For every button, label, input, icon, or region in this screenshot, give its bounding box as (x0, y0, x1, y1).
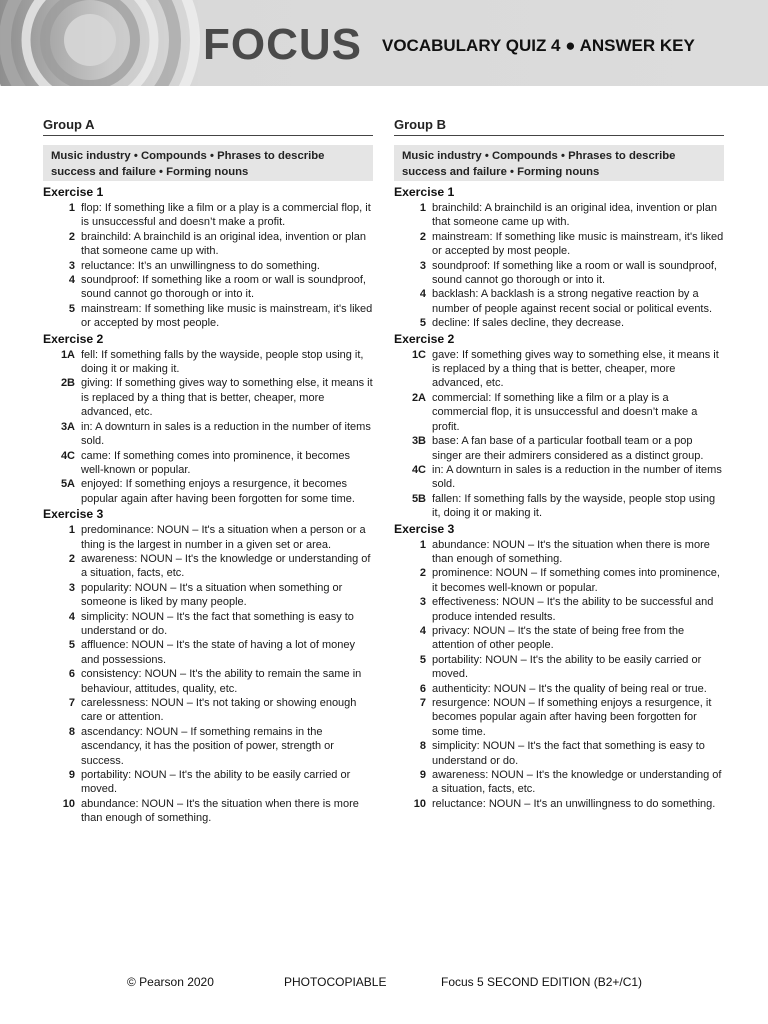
answer-item (394, 391, 724, 434)
answer-item (394, 682, 724, 696)
answer-item (394, 797, 724, 811)
answer-number: 7 (68, 697, 75, 709)
answer-text: fallen: If something falls by the wayside, people stop using it, doing it or making it. (432, 492, 716, 520)
exercise-title: Exercise 3 (43, 507, 104, 522)
answer-text: consistency: NOUN – It's the ability to remain the same in behaviour, attitudes, quality, etc. (81, 668, 362, 695)
answer-number: 10 (413, 797, 426, 810)
answer-text: simplicity: NOUN – It's the fact that something is easy to understand or do. (81, 610, 354, 637)
answer-number: 2A (411, 391, 426, 404)
answer-text: portability: NOUN – It's the ability to be easily carried or moved. (81, 769, 351, 796)
answer-item (394, 316, 724, 330)
group-b-column (394, 117, 724, 811)
answer-item (43, 449, 373, 478)
answer-text: abundance: NOUN – It's the situation when there is more than enough of something. (81, 797, 359, 825)
answer-number: 4 (419, 288, 426, 301)
answer-item (43, 725, 373, 768)
answer-text: soundproof: If something like a room or wall is soundproof, sound cannot go thorough or into it. (432, 259, 717, 287)
answer-item (43, 302, 373, 331)
answer-number: 5 (419, 653, 426, 666)
answer-item (394, 434, 724, 463)
answer-number: 3 (68, 581, 75, 594)
exercise-title: Exercise 3 (394, 521, 455, 536)
answer-number: 4 (419, 624, 426, 637)
answer-text: came: If something comes into prominence, it becomes well-known or popular. (81, 449, 351, 476)
answer-text: awareness: NOUN – It's the knowledge or understanding of a situation, facts, etc. (81, 552, 371, 580)
answer-number: 8 (68, 725, 75, 738)
answer-item (394, 538, 724, 567)
answer-item (43, 581, 373, 610)
answer-text: flop: If something like a film or a play is a commercial flop, it is unsuccessful and doesn’t make a profit. (81, 202, 371, 229)
answer-item (43, 610, 373, 639)
answer-text: awareness: NOUN – It's the knowledge or understanding of a situation, facts, etc. (432, 769, 722, 796)
answer-number: 9 (419, 769, 426, 782)
answer-number: 1A (60, 348, 75, 361)
answer-item (394, 595, 724, 624)
answer-text: in: A downturn in sales is a reduction in the number of items sold. (432, 463, 722, 491)
answer-item (394, 230, 724, 259)
focus-logo: FOCUS (203, 20, 362, 69)
answer-item (394, 287, 724, 316)
answer-text: simplicity: NOUN – It's the fact that something is easy to understand or do. (432, 740, 705, 767)
exercise-title: Exercise 1 (43, 185, 104, 199)
answer-item (43, 273, 373, 302)
answer-number: 5B (411, 492, 426, 505)
answer-item (43, 477, 373, 506)
answer-number: 1 (419, 538, 426, 551)
answer-number: 5A (60, 478, 75, 491)
answer-item (43, 259, 373, 273)
answer-text: reluctance: NOUN – It's an unwillingness to do something. (432, 797, 716, 810)
answer-number: 3A (60, 420, 75, 433)
topic-box: Music industry • Compounds • Phrases to describe success and failure • Forming nouns (394, 145, 724, 181)
answer-number: 9 (68, 769, 75, 782)
answer-text: fell: If something falls by the wayside, people stop using it, doing it or making it. (81, 348, 364, 376)
answer-text: popularity: NOUN – It's a situation when something or someone is liked by many people. (81, 581, 343, 609)
answer-number: 3B (411, 435, 426, 448)
answer-item (394, 739, 724, 768)
answer-number: 3 (419, 596, 426, 609)
answer-item (43, 768, 373, 797)
answer-text: ascendancy: NOUN – If something remains in the ascendancy, it has the position of power, strength or success. (81, 725, 334, 767)
answer-text: prominence: NOUN – If something comes into prominence, it becomes well-known or popular. (432, 567, 720, 594)
edition-label: Focus 5 SECOND EDITION (B2+/C1) (441, 975, 643, 989)
answer-number: 2B (60, 377, 75, 390)
answer-text: authenticity: NOUN – It's the quality of being real or true. (432, 682, 707, 695)
answer-text: portability: NOUN – It's the ability to be easily carried or moved. (432, 653, 702, 681)
answer-number: 6 (68, 668, 75, 681)
answer-text: base: A fan base of a particular football team or a pop singer are their admirers considered as a distinct group. (432, 435, 704, 462)
answer-item (394, 696, 724, 739)
answer-number: 2 (68, 552, 75, 565)
answer-text: brainchild: A brainchild is an original idea, invention or plan that someone came up with. (432, 202, 717, 229)
answer-number: 4C (411, 463, 426, 476)
answer-number: 1 (68, 524, 75, 537)
answer-item (43, 696, 373, 725)
answer-item (394, 768, 724, 797)
answer-number: 4C (60, 449, 75, 462)
answer-item (43, 667, 373, 696)
answer-text: decline: If sales decline, they decrease. (432, 317, 625, 330)
answer-text: mainstream: If something like music is mainstream, it's liked or accepted by most people. (81, 302, 373, 330)
answer-item (43, 420, 373, 449)
answer-number: 4 (68, 610, 75, 623)
answer-number: 4 (68, 274, 75, 287)
answer-number: 6 (419, 682, 426, 695)
topic-box: Music industry • Compounds • Phrases to describe success and failure • Forming nouns (43, 145, 373, 181)
answer-item (394, 566, 724, 595)
answer-number: 5 (419, 317, 426, 330)
answer-number: 1C (411, 348, 426, 361)
exercise-title: Exercise 2 (394, 331, 455, 346)
page-header (0, 0, 768, 86)
answer-text: mainstream: If something like music is mainstream, it's liked or accepted by most people. (432, 230, 724, 258)
answer-text: giving: If something gives way to something else, it means it is replaced by a thing that is better, cheaper, more advanced, etc. (81, 377, 373, 419)
answer-text: effectiveness: NOUN – It's the ability to be successful and produce intended results. (432, 596, 714, 623)
answer-number: 3 (419, 259, 426, 272)
answer-number: 5 (68, 302, 75, 315)
answer-text: affluence: NOUN – It's the state of having a lot of money and possessions. (81, 639, 355, 666)
focus-swirl-logo-graphic (0, 0, 220, 86)
answer-item (394, 463, 724, 492)
answer-text: abundance: NOUN – It's the situation when there is more than enough of something. (432, 538, 710, 565)
answer-item (394, 348, 724, 391)
answer-item (394, 259, 724, 288)
answer-text: backlash: A backlash is a strong negative reaction by a number of people against recent social or political events. (432, 288, 713, 315)
exercise-title: Exercise 1 (394, 185, 455, 199)
answer-number: 2 (68, 230, 75, 243)
answer-text: in: A downturn in sales is a reduction in the number of items sold. (81, 420, 371, 448)
answer-number: 10 (62, 797, 75, 810)
answer-item (43, 552, 373, 581)
answer-text: commercial: If something like a film or a play is a commercial flop, it is unsuccessful and doesn’t make a profit. (432, 391, 698, 433)
answer-number: 7 (419, 697, 426, 709)
answer-item (43, 797, 373, 826)
answer-number: 1 (419, 202, 426, 214)
document-title: VOCABULARY QUIZ 4 ● ANSWER KEY (382, 36, 695, 55)
answer-item (43, 230, 373, 259)
answer-number: 2 (419, 567, 426, 580)
answer-number: 5 (68, 639, 75, 652)
answer-text: gave: If something gives way to something else, it means it is replaced by a thing that is better, cheaper, more advanced, etc. (432, 348, 719, 390)
answer-item (43, 348, 373, 377)
group-title: Group B (394, 117, 724, 136)
answer-item (43, 638, 373, 667)
group-title: Group A (43, 117, 373, 136)
answer-text: privacy: NOUN – It's the state of being free from the attention of other people. (432, 624, 685, 652)
exercise-title: Exercise 2 (43, 331, 104, 346)
answer-text: carelessness: NOUN – It's not taking or showing enough care or attention. (81, 697, 357, 724)
answer-item (394, 624, 724, 653)
answer-item (394, 492, 724, 521)
answer-item (43, 523, 373, 552)
answer-text: predominance: NOUN – It's a situation when a person or a thing is the largest in number in a given set or area. (81, 524, 366, 551)
photocopiable-label: PHOTOCOPIABLE (284, 975, 387, 989)
answer-text: enjoyed: If something enjoys a resurgence, it becomes popular again after having been forgotten for some time. (81, 478, 355, 505)
answer-text: soundproof: If something like a room or wall is soundproof, sound cannot go thorough or into it. (81, 274, 366, 301)
answer-text: brainchild: A brainchild is an original idea, invention or plan that someone came up with. (81, 230, 366, 258)
answer-text: reluctance: It’s an unwillingness to do something. (81, 259, 320, 272)
answer-item (394, 653, 724, 682)
answer-number: 8 (419, 740, 426, 753)
group-a-column (43, 117, 373, 826)
copyright-text: © Pearson 2020 (127, 975, 214, 989)
answer-item (394, 201, 724, 230)
answer-item (43, 201, 373, 230)
answer-number: 1 (68, 202, 75, 214)
answer-item (43, 376, 373, 419)
answer-number: 3 (68, 259, 75, 272)
answer-number: 2 (419, 230, 426, 243)
answer-text: resurgence: NOUN – If something enjoys a resurgence, it becomes popular again after having been forgotten for some time. (432, 697, 712, 738)
